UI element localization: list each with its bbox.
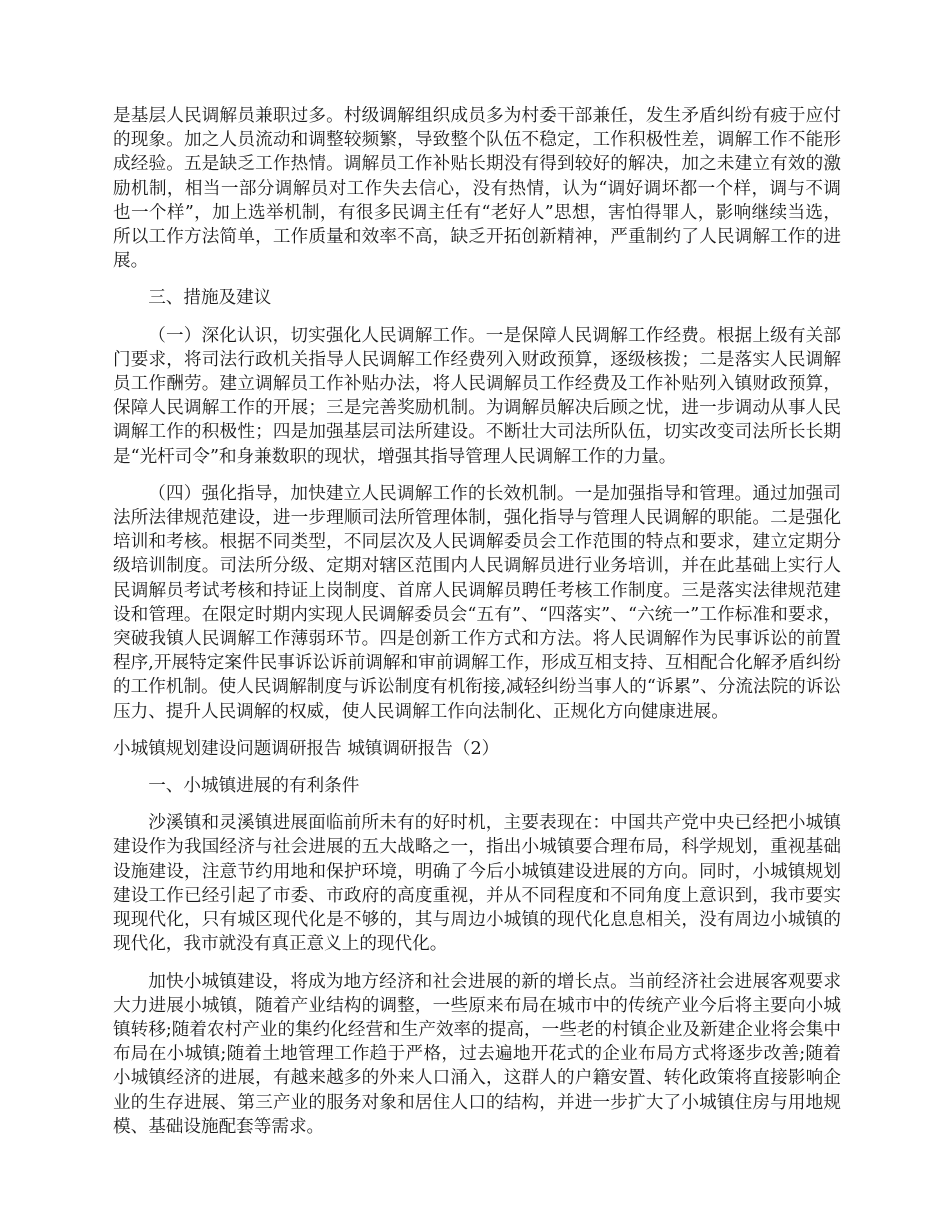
section-heading-favorable-conditions: 一、小城镇进展的有利条件 [148, 776, 360, 797]
document-page [113, 104, 841, 1152]
paragraph-measure-four: （四）强化指导，加快建立人民调解工作的长效机制。一是加强指导和管理。通过加强司法所法律规范建设，进一步理顺司法所管理体制，强化指导与管理人民调解的职能。二是强化培训和考核。根据不同类型，不同层次及人民调解委员会工作范围的特点和要求，建立定期分级培训制度。司法所分级、定期对辖区范围内人民调解员进行业务培训，并在此基础上实行人民调解员考试考核和持证上岗制度、首席人民调解员聘任考核工作制度。三是落实法律规范建设和管理。在限定时期内实现人民调解委员会“五有”、“四落实”、“六统一”工作标准和要求，突破我镇人民调解工作薄弱环节。四是创新工作方式和方法。将人民调解作为民事诉讼的前置程序,开展特定案件民事诉讼诉前调解和审前调解工作，形成互相支持、互相配合化解矛盾纠纷的工作机制。使人民调解制度与诉讼制度有机衔接,减轻纠纷当事人的“诉累”、分流法院的诉讼压力、提升人民调解的权威，使人民调解工作向法制化、正规化方向健康进展。 [113, 483, 841, 722]
paragraph-mediator-problems: 是基层人民调解员兼职过多。村级调解组织成员多为村委干部兼任，发生矛盾纠纷有疲于应付的现象。加之人员流动和调整较频繁，导致整个队伍不稳定，工作积极性差，调解工作不能形成经验。五是缺乏工作热情。调解员工作补贴长期没有得到较好的解决，加之未建立有效的激励机制，相当一部分调解员对工作失去信心，没有热情，认为“调好调坏都一个样，调与不调也一个样”，加上选举机制，有很多民调主任有“老好人”思想，害怕得罪人，影响继续当选，所以工作方法简单，工作质量和效率不高，缺乏开拓创新精神，严重制约了人民调解工作的进展。 [113, 106, 841, 272]
report-title: 小城镇规划建设问题调研报告 城镇调研报告（2） [113, 738, 500, 759]
paragraph-growth-point: 加快小城镇建设，将成为地方经济和社会进展的新的增长点。当前经济社会进展客观要求大力进展小城镇，随着产业结构的调整，一些原来布局在城市中的传统产业今后将主要向小城镇转移;随着农村产业的集约化经营和生产效率的提高，一些老的村镇企业及新建企业将会集中布局在小城镇;随着土地管理工作趋于严格，过去遍地开花式的企业布局方式将逐步改善;随着小城镇经济的进展，有越来越多的外来人口涌入，这群人的户籍安置、转化政策将直接影响企业的生存进展、第三产业的服务对象和居住人口的结构，并进一步扩大了小城镇住房与用地规模、基础设施配套等需求。 [113, 971, 841, 1137]
paragraph-opportunity: 沙溪镇和灵溪镇进展面临前所未有的好时机，主要表现在：中国共产党中央已经把小城镇建设作为我国经济与社会进展的五大战略之一，指出小城镇要合理布局，科学规划，重视基础设施建设，注意节约用地和保护环境，明确了今后小城镇建设进展的方向。同时，小城镇规划建设工作已经引起了市委、市政府的高度重视，并从不同程度和不同角度上意识到，我市要实现现代化，只有城区现代化是不够的，其与周边小城镇的现代化息息相关，没有周边小城镇的现代化，我市就没有真正意义上的现代化。 [113, 813, 841, 955]
section-heading-measures: 三、措施及建议 [148, 288, 272, 309]
paragraph-measure-one: （一）深化认识，切实强化人民调解工作。一是保障人民调解工作经费。根据上级有关部门要求，将司法行政机关指导人民调解工作经费列入财政预算，逐级核拨；二是落实人民调解员工作酬劳。建立调解员工作补贴办法，将人民调解员工作经费及工作补贴列入镇财政预算，保障人民调解工作的开展；三是完善奖励机制。为调解员解决后顾之忧，进一步调动从事人民调解工作的积极性；四是加强基层司法所建设。不断壮大司法所队伍，切实改变司法所长长期是“光杆司令”和身兼数职的现状，增强其指导管理人民调解工作的力量。 [113, 325, 841, 467]
